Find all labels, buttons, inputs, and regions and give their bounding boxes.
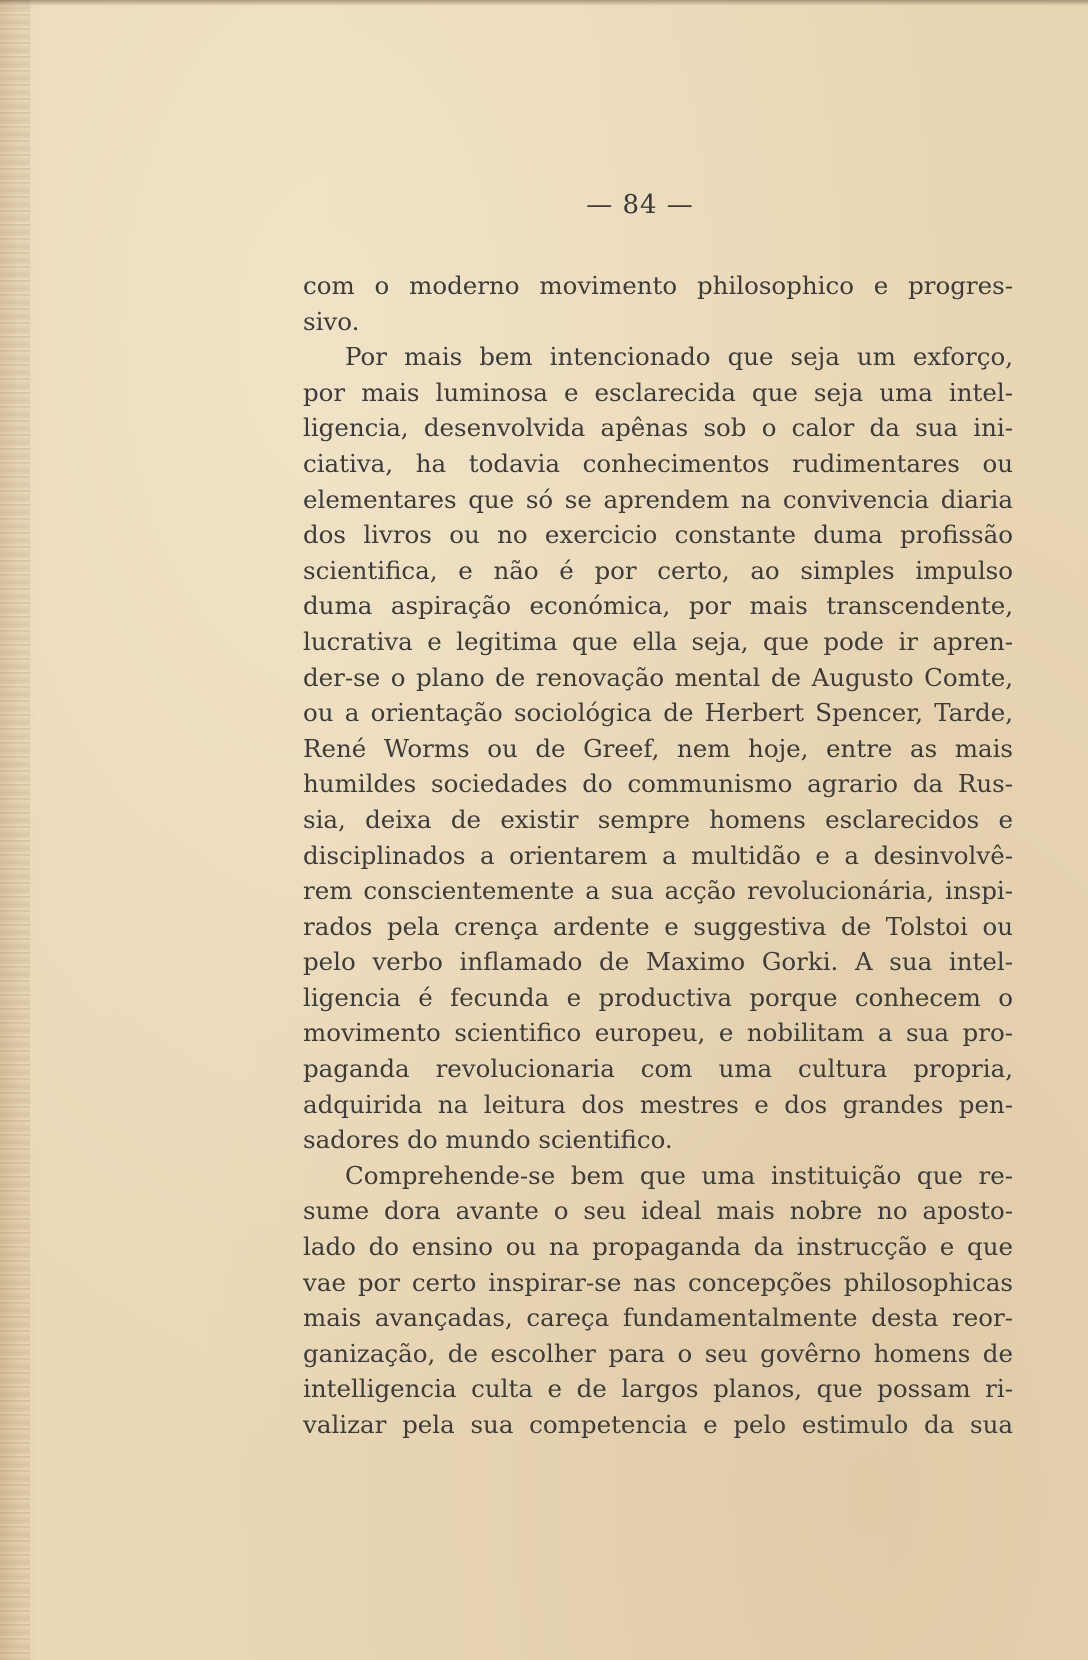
text-line: pelo verbo inflamado de Maximo Gorki. A sua intel- [303, 947, 1013, 977]
text-line: sume dora avante o seu ideal mais nobre no aposto- [303, 1196, 1013, 1226]
binding-edge [0, 0, 30, 1660]
text-line: sivo. [303, 306, 360, 336]
text-line: ciativa, ha todavia conhecimentos rudimentares ou [303, 448, 1013, 478]
text-line: lucrativa e legitima que ella seja, que pode ir apren- [303, 626, 1013, 656]
text-line: René Worms ou de Greef, nem hoje, entre as mais [303, 733, 1013, 763]
text-line: ou a orientação sociológica de Herbert Spencer, Tarde, [303, 698, 1013, 728]
body-text [303, 268, 1013, 1443]
text-line: movimento scientifico europeu, e nobilitam a sua pro- [303, 1018, 1013, 1048]
text-line: com o moderno movimento philosophico e progres- [303, 271, 1013, 300]
text-line: Comprehende-se bem que uma instituição que re- [345, 1160, 1013, 1190]
text-line: ganização, de escolher para o seu govêrno homens de [303, 1338, 1013, 1368]
page-number: — 84 — [586, 190, 694, 220]
text-line: lado do ensino ou na propaganda da instrucção e que [303, 1232, 1013, 1262]
text-line: ligencia, desenvolvida apênas sob o calor da sua ini- [303, 413, 1013, 443]
text-line: valizar pela sua competencia e pelo estimulo da sua [303, 1410, 1013, 1439]
text-line: paganda revolucionaria com uma cultura propria, [303, 1054, 1013, 1084]
text-line: elementares que só se aprendem na convivencia diaria [303, 484, 1013, 514]
text-line: Por mais bem intencionado que seja um exforço, [345, 342, 1013, 372]
text-line: disciplinados a orientarem a multidão e a desinvolvê- [303, 840, 1013, 870]
text-line: ligencia é fecunda e productiva porque conhecem o [303, 982, 1013, 1012]
text-line: vae por certo inspirar-se nas concepções philosophicas [303, 1267, 1013, 1297]
text-line: rem conscientemente a sua acção revolucionária, inspi- [303, 876, 1013, 906]
text-line: duma aspiração económica, por mais transcendente, [303, 591, 1013, 621]
text-line: sadores do mundo scientifico. [303, 1125, 673, 1155]
text-line: por mais luminosa e esclarecida que seja uma intel- [303, 377, 1013, 407]
text-line: adquirida na leitura dos mestres e dos grandes pen- [303, 1089, 1013, 1119]
text-line: humildes sociedades do communismo agrario da Rus- [303, 769, 1013, 799]
page-top-edge [0, 0, 1088, 6]
text-line: mais avançadas, careça fundamentalmente desta reor- [303, 1303, 1013, 1333]
text-line: scientifica, e não é por certo, ao simples impulso [303, 555, 1013, 585]
text-line: rados pela crença ardente e suggestiva de Tolstoi ou [303, 911, 1013, 941]
text-line: der-se o plano de renovação mental de Augusto Comte, [303, 662, 1013, 692]
text-line: dos livros ou no exercicio constante duma profissão [303, 520, 1013, 550]
text-line: sia, deixa de existir sempre homens esclarecidos e [303, 804, 1013, 834]
text-line: intelligencia culta e de largos planos, que possam ri- [303, 1374, 1013, 1404]
